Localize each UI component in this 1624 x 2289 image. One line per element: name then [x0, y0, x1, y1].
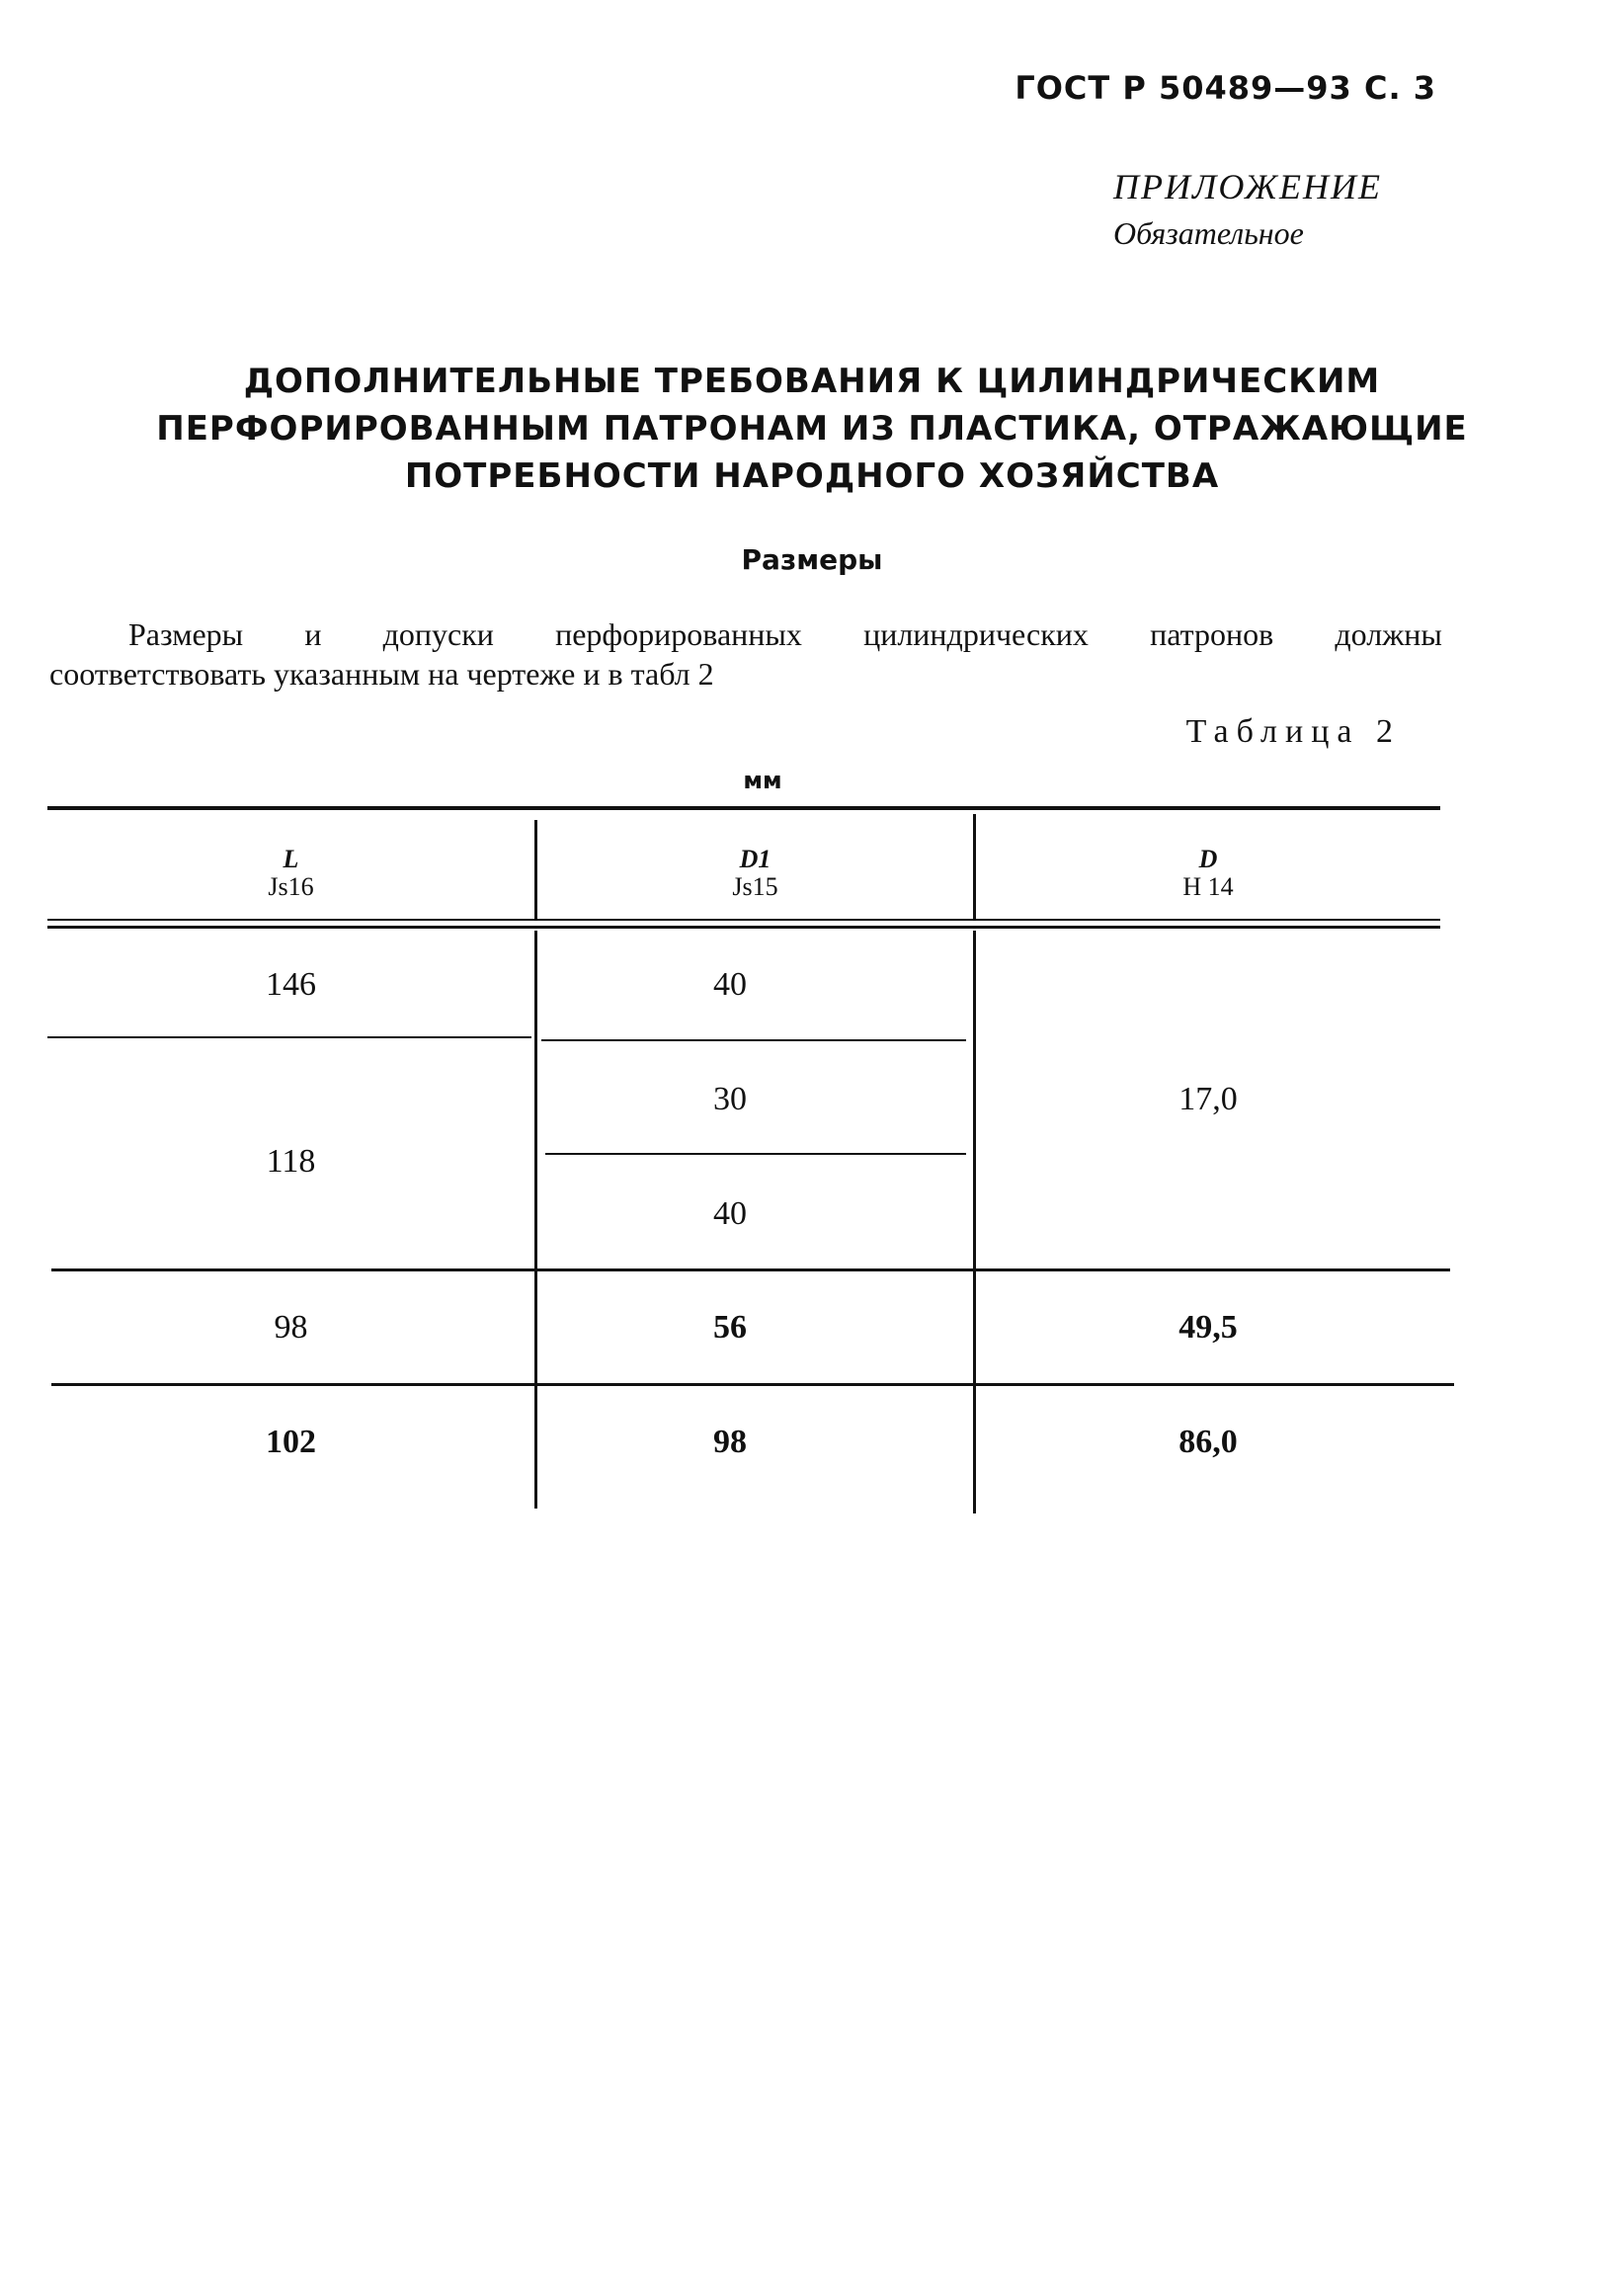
row-rule: [51, 1383, 1454, 1386]
table-top-rule: [47, 806, 1440, 810]
header-symbol: D1: [739, 845, 771, 873]
cell-D-merged: 17,0: [1178, 1081, 1238, 1117]
paragraph-word: цилиндрических: [863, 616, 1089, 652]
cell-L: 118: [266, 1143, 316, 1180]
paragraph-word: Размеры: [128, 616, 244, 652]
row-rule: [51, 1268, 1450, 1271]
header-cell-L: [47, 846, 534, 901]
cell-D1: 40: [713, 1195, 747, 1232]
cell-L: 146: [266, 966, 316, 1003]
paragraph-word: и: [304, 616, 322, 652]
paragraph-line: соответствовать указанным на чертеже и в табл 2: [49, 656, 714, 692]
header-tolerance: H 14: [1182, 872, 1234, 901]
cell-L: 102: [266, 1424, 316, 1460]
row-rule: [541, 1039, 966, 1041]
cell-D1: 56: [713, 1309, 747, 1346]
title-line: ПОТРЕБНОСТИ НАРОДНОГО ХОЗЯЙСТВА: [404, 456, 1220, 496]
paragraph-word: должны: [1335, 616, 1442, 652]
row-rule: [545, 1153, 966, 1155]
header-tolerance: Js15: [732, 872, 778, 901]
body-paragraph: [49, 614, 1442, 694]
appendix-status: Обязательное: [1113, 215, 1304, 251]
cell-D1: 30: [713, 1081, 747, 1117]
cell-D1: 98: [713, 1424, 747, 1460]
paragraph-word: перфорированных: [555, 616, 802, 652]
header-rule: [47, 919, 1440, 921]
cell-L: 98: [274, 1309, 308, 1346]
header-tolerance: Js16: [268, 872, 314, 901]
header-symbol: L: [283, 845, 299, 873]
cell-D1: 40: [713, 966, 747, 1003]
table-label: Таблица 2: [1185, 713, 1401, 750]
table-units: мм: [743, 767, 782, 794]
row-rule: [47, 1036, 531, 1038]
cell-D: 49,5: [1178, 1309, 1238, 1346]
cell-D: 86,0: [1178, 1424, 1238, 1460]
header-rule: [47, 926, 1440, 929]
section-heading: Размеры: [741, 543, 883, 576]
title-line: ДОПОЛНИТЕЛЬНЫЕ ТРЕБОВАНИЯ К ЦИЛИНДРИЧЕСКИМ: [243, 362, 1381, 401]
header-cell-D1: [537, 846, 973, 901]
appendix-title: ПРИЛОЖЕНИЕ: [1113, 167, 1382, 206]
paragraph-word: допуски: [382, 616, 494, 652]
paragraph-line: [49, 614, 1442, 654]
standard-reference: ГОСТ Р 50489—93 С. 3: [1015, 69, 1436, 107]
title-line: ПЕРФОРИРОВАННЫМ ПАТРОНАМ ИЗ ПЛАСТИКА, ОТРАЖАЮЩИЕ: [156, 409, 1468, 449]
paragraph-word: патронов: [1150, 616, 1274, 652]
header-cell-D: [976, 846, 1440, 901]
document-title: [0, 358, 1624, 500]
header-symbol: D: [1198, 845, 1218, 873]
